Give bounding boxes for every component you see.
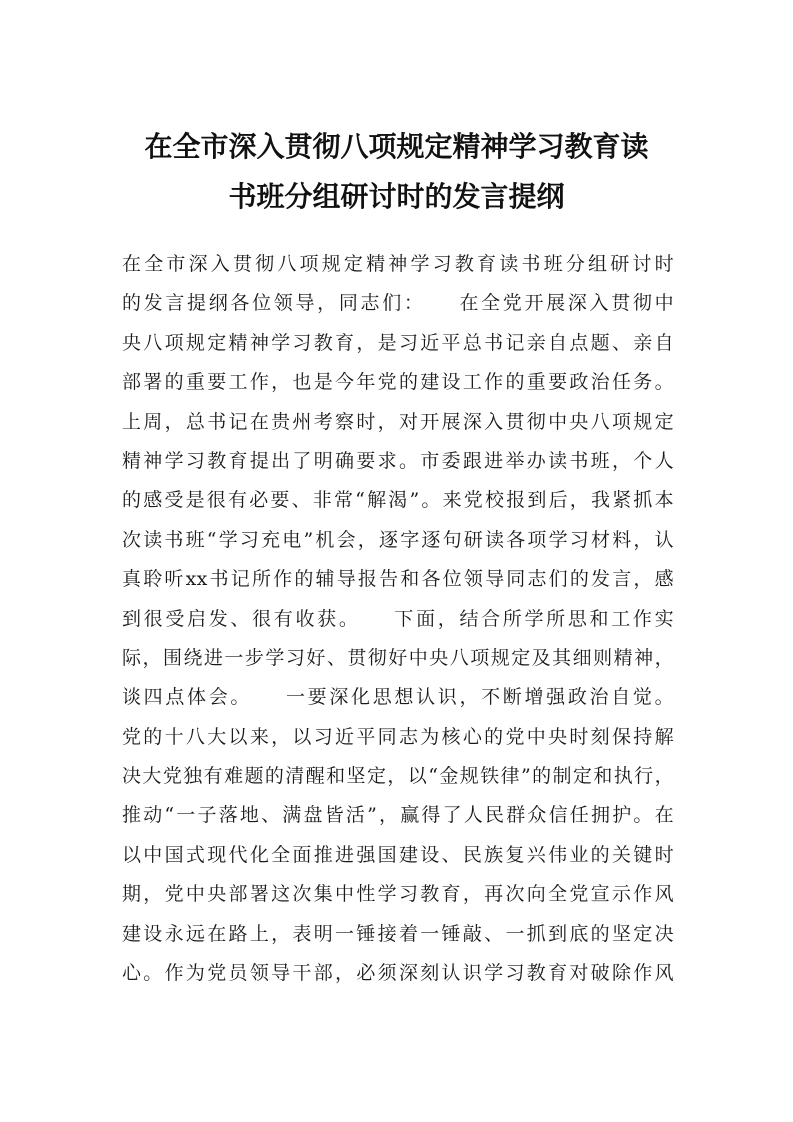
body-line: 建设永远在路上，表明一锤接着一锤敲、一抓到底的坚定决: [122, 922, 674, 945]
body-line: 精神学习教育提出了明确要求。市委跟进举办读书班，个人: [122, 449, 674, 472]
document-body: [122, 245, 674, 993]
body-line: 际，围绕进一步学习好、贯彻好中央八项规定及其细则精神，: [122, 646, 674, 669]
body-line: 党的十八大以来，以习近平同志为核心的党中央时刻保持解: [122, 725, 674, 748]
body-line: 次读书班“学习充电”机会，逐字逐句研读各项学习材料，认: [122, 528, 674, 551]
title-line-2: 书班分组研讨时的发言提纲: [228, 180, 565, 213]
body-line: 谈四点体会。 一要深化思想认识，不断增强政治自觉。: [122, 686, 674, 709]
body-line: 部署的重要工作，也是今年党的建设工作的重要政治任务。: [122, 371, 674, 394]
document-title: [110, 122, 683, 222]
body-line: 推动“一子落地、满盘皆活”，赢得了人民群众信任拥护。在: [122, 804, 674, 827]
body-line: 心。作为党员领导干部，必须深刻认识学习教育对破除作风: [122, 962, 674, 985]
title-line-1: 在全市深入贯彻八项规定精神学习教育读: [144, 130, 649, 163]
body-line: 的发言提纲各位领导，同志们： 在全党开展深入贯彻中: [122, 292, 674, 315]
body-line: 到很受启发、很有收获。 下面，结合所学所思和工作实: [122, 607, 674, 630]
body-line: 决大党独有难题的清醒和坚定，以“金规铁律”的制定和执行，: [122, 765, 674, 788]
body-line: 真聆听xx书记所作的辅导报告和各位领导同志们的发言，感: [122, 568, 674, 591]
body-line: 期，党中央部署这次集中性学习教育，再次向全党宣示作风: [122, 883, 674, 906]
body-line: 央八项规定精神学习教育，是习近平总书记亲自点题、亲自: [122, 331, 674, 354]
body-line: 的感受是很有必要、非常“解渴”。来党校报到后，我紧抓本: [122, 489, 674, 512]
body-line: 上周，总书记在贵州考察时，对开展深入贯彻中央八项规定: [122, 410, 674, 433]
body-line: 在全市深入贯彻八项规定精神学习教育读书班分组研讨时: [122, 253, 674, 275]
body-line: 以中国式现代化全面推进强国建设、民族复兴伟业的关键时: [122, 843, 674, 866]
